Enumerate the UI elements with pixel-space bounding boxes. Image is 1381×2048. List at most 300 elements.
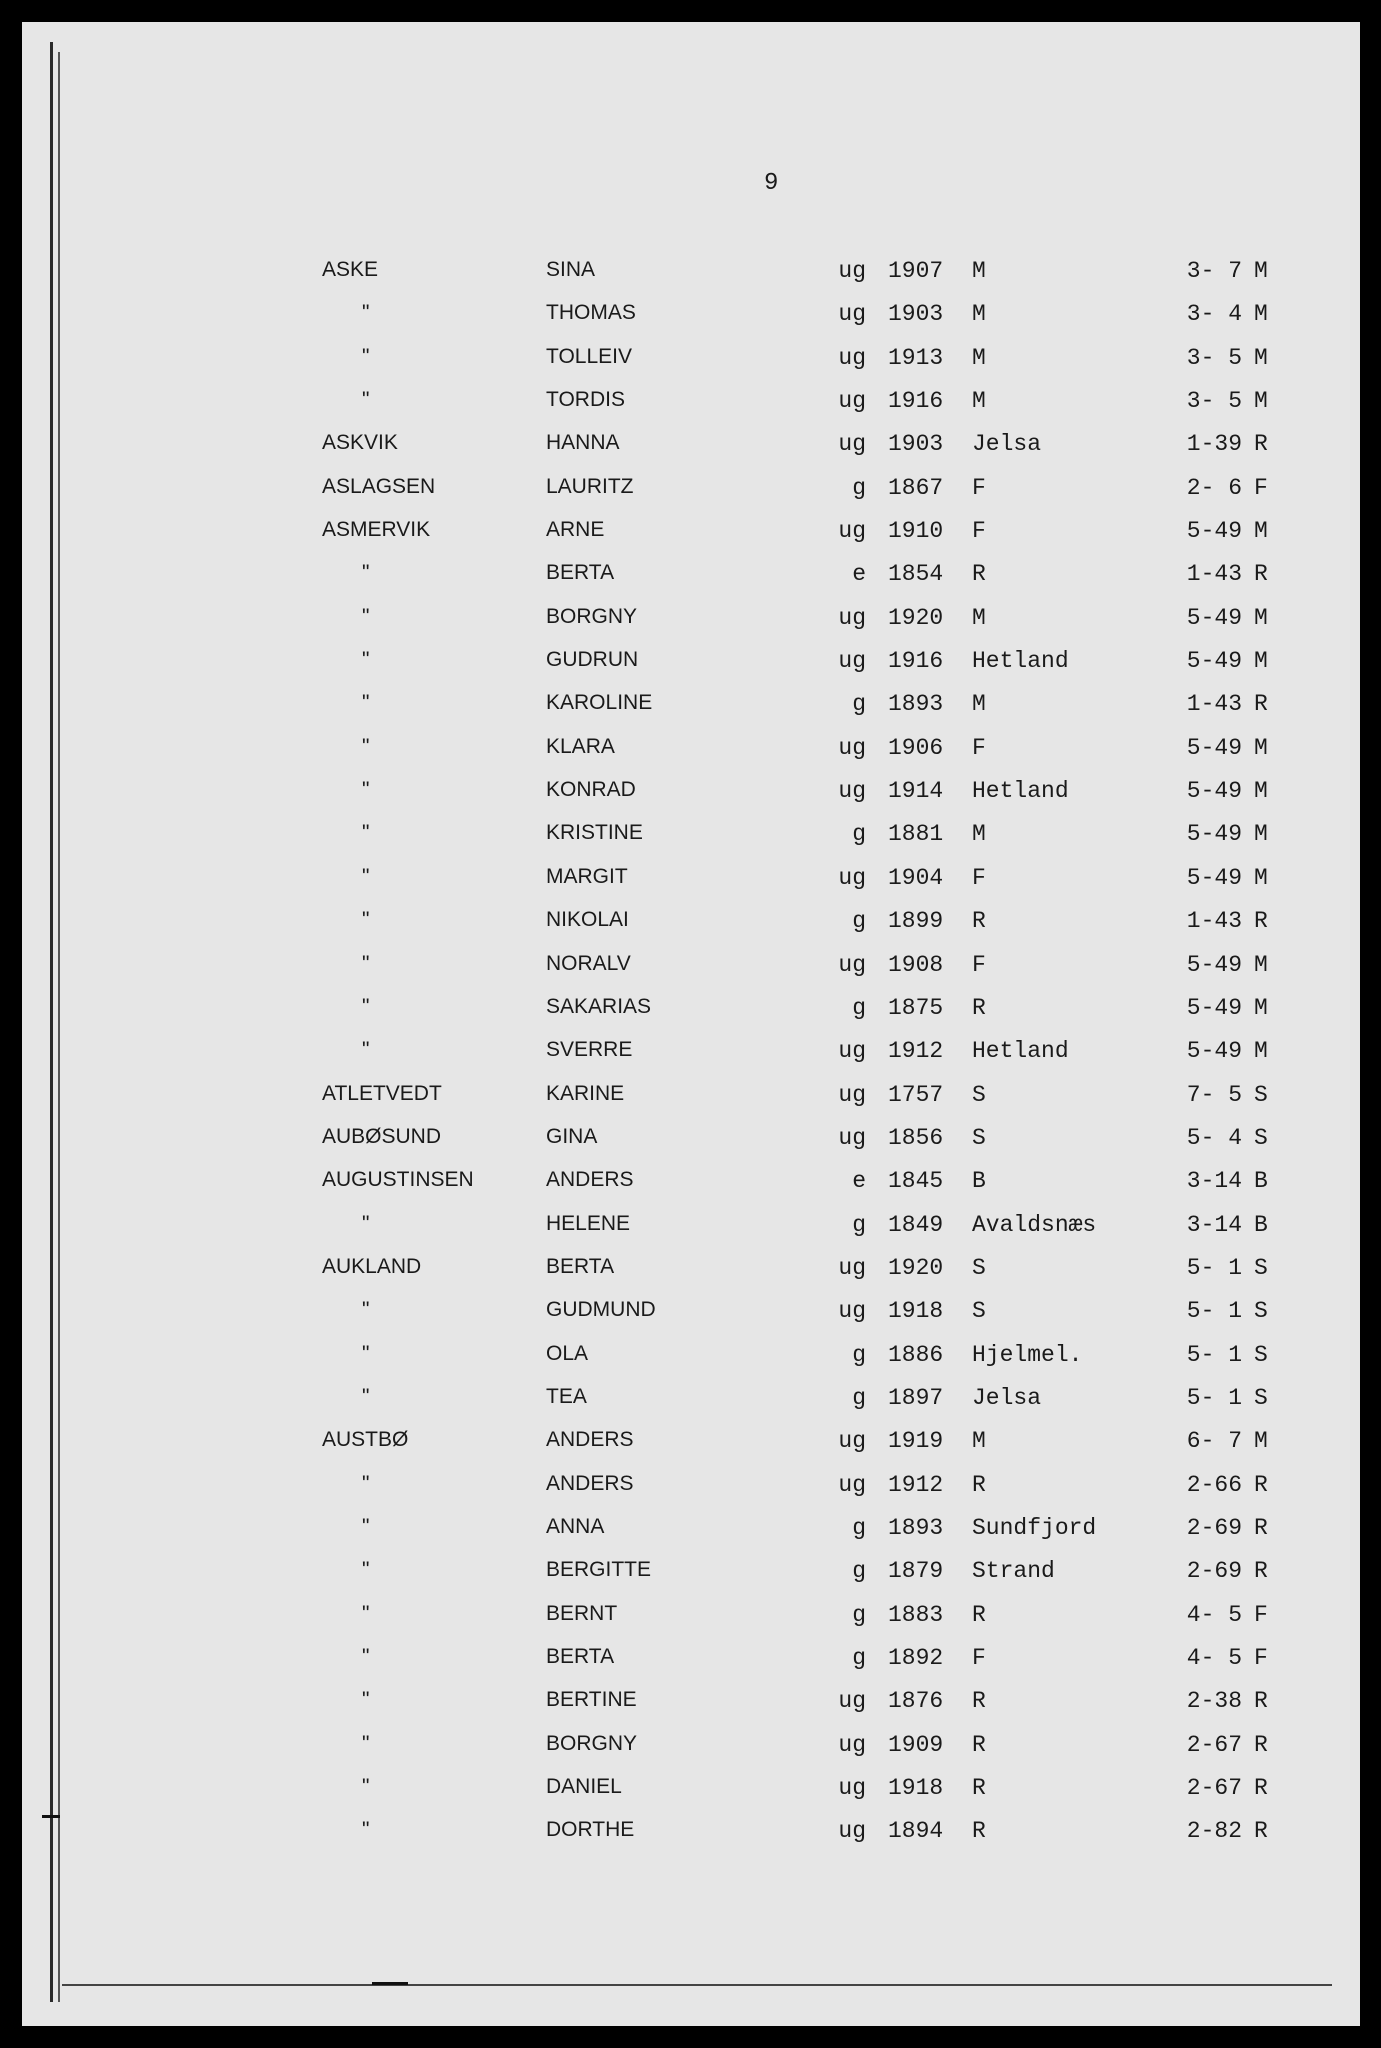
row-status: ug: [838, 951, 866, 978]
row-status: g: [852, 821, 866, 848]
row-year: 1879: [888, 1558, 944, 1585]
row-letter: S: [1254, 1384, 1268, 1411]
row-surname: ": [362, 821, 370, 845]
row-firstname: SVERRE: [546, 1038, 633, 1062]
row-firstname: OLA: [546, 1341, 589, 1365]
row-letter: M: [1254, 518, 1268, 545]
row-place: F: [972, 1645, 986, 1671]
row-status: ug: [838, 1298, 866, 1325]
row-place: M: [972, 821, 986, 848]
row-code: 7- 5: [1186, 1081, 1242, 1108]
row-firstname: ANNA: [546, 1514, 605, 1538]
row-place: R: [972, 1471, 986, 1498]
row-letter: M: [1254, 648, 1268, 675]
row-surname: ": [362, 301, 370, 325]
row-letter: R: [1254, 1818, 1268, 1845]
row-code: 5-49: [1186, 821, 1242, 848]
row-status: g: [852, 1514, 866, 1541]
row-surname: ": [362, 1558, 370, 1582]
row-firstname: LAURITZ: [546, 474, 634, 498]
row-year: 1912: [888, 1038, 944, 1065]
row-letter: B: [1254, 1168, 1268, 1195]
row-letter: M: [1254, 778, 1268, 805]
row-code: 5-49: [1186, 734, 1242, 761]
row-surname: ASKE: [322, 258, 379, 281]
row-letter: R: [1254, 561, 1268, 588]
row-letter: R: [1254, 1731, 1268, 1758]
register-row: [22, 1558, 1360, 1601]
row-firstname: BERTA: [546, 1645, 615, 1668]
row-surname: ": [362, 908, 370, 932]
row-year: 1912: [888, 1471, 944, 1498]
register-row: [22, 345, 1360, 388]
row-surname: ": [362, 734, 370, 758]
row-status: ug: [838, 864, 866, 891]
row-surname: AUGUSTINSEN: [322, 1168, 474, 1192]
row-firstname: BERTA: [546, 1254, 615, 1278]
row-letter: B: [1254, 1211, 1268, 1238]
row-year: 1903: [888, 431, 944, 458]
row-code: 2-38: [1186, 1688, 1242, 1715]
row-code: 5-49: [1186, 1038, 1242, 1065]
row-place: F: [972, 474, 986, 501]
row-place: M: [972, 1428, 986, 1455]
row-surname: ": [362, 778, 370, 802]
row-place: B: [972, 1168, 986, 1195]
row-code: 2- 6: [1186, 474, 1242, 501]
row-place: S: [972, 1081, 986, 1108]
row-code: 5-49: [1186, 648, 1242, 675]
row-surname: ": [362, 344, 370, 368]
row-place: R: [972, 1601, 986, 1628]
row-status: ug: [838, 388, 866, 415]
row-year: 1919: [888, 1428, 944, 1455]
register-row: [22, 1428, 1360, 1471]
row-code: 5-49: [1186, 518, 1242, 545]
row-status: ug: [838, 344, 866, 371]
row-surname: ": [362, 1471, 370, 1495]
row-letter: R: [1254, 908, 1268, 935]
row-year: 1904: [888, 864, 944, 891]
register-row: [22, 1342, 1360, 1385]
register-row: [22, 1082, 1360, 1125]
row-year: 1883: [888, 1601, 944, 1628]
register-row: [22, 1212, 1360, 1255]
register-row: [22, 865, 1360, 908]
row-code: 2-69: [1186, 1514, 1242, 1541]
row-status: ug: [838, 648, 866, 675]
row-year: 1910: [888, 518, 944, 545]
register-row: [22, 778, 1360, 821]
row-letter: S: [1254, 1081, 1268, 1108]
register-row: [22, 1038, 1360, 1081]
row-year: 1906: [888, 734, 944, 761]
register-row: [22, 301, 1360, 344]
row-firstname: SINA: [546, 258, 596, 281]
register-row: [22, 691, 1360, 734]
row-letter: M: [1254, 1428, 1268, 1455]
row-firstname: ANDERS: [546, 1168, 634, 1192]
row-firstname: TORDIS: [546, 388, 625, 412]
row-surname: ": [362, 951, 370, 975]
row-place: F: [972, 734, 986, 761]
row-code: 5- 1: [1186, 1341, 1242, 1368]
row-firstname: BERTINE: [546, 1688, 637, 1712]
row-letter: R: [1254, 1471, 1268, 1498]
row-status: g: [852, 1341, 866, 1368]
row-code: 5- 1: [1186, 1298, 1242, 1325]
row-code: 6- 7: [1186, 1428, 1242, 1455]
row-letter: R: [1254, 691, 1268, 718]
row-code: 3-14: [1186, 1211, 1242, 1238]
row-status: ug: [838, 258, 866, 284]
row-code: 4- 5: [1186, 1645, 1242, 1671]
row-surname: ASKVIK: [322, 431, 398, 455]
row-surname: ": [362, 1645, 370, 1668]
register-row: [22, 1255, 1360, 1298]
row-letter: M: [1254, 301, 1268, 328]
row-firstname: NIKOLAI: [546, 908, 629, 932]
row-firstname: KARINE: [546, 1081, 625, 1105]
row-year: 1893: [888, 691, 944, 718]
row-code: 1-43: [1186, 691, 1242, 718]
row-year: 1918: [888, 1298, 944, 1325]
row-code: 2-69: [1186, 1558, 1242, 1585]
row-code: 1-43: [1186, 908, 1242, 935]
row-firstname: HELENE: [546, 1211, 631, 1235]
row-code: 5- 1: [1186, 1254, 1242, 1281]
row-surname: ": [362, 1341, 370, 1365]
row-place: Jelsa: [972, 431, 1042, 458]
row-status: g: [852, 474, 866, 501]
register-row: [22, 561, 1360, 604]
row-surname: AUSTBØ: [322, 1428, 409, 1452]
row-surname: ": [362, 604, 370, 628]
row-year: 1907: [888, 258, 944, 284]
row-place: M: [972, 691, 986, 718]
row-letter: R: [1254, 1775, 1268, 1802]
row-surname: ": [362, 864, 370, 888]
row-year: 1867: [888, 474, 944, 501]
row-year: 1854: [888, 561, 944, 588]
row-place: R: [972, 908, 986, 935]
row-status: ug: [838, 301, 866, 328]
row-letter: M: [1254, 1038, 1268, 1065]
row-year: 1916: [888, 388, 944, 415]
row-letter: M: [1254, 258, 1268, 284]
row-code: 5-49: [1186, 994, 1242, 1021]
row-year: 1892: [888, 1645, 944, 1671]
row-year: 1856: [888, 1124, 944, 1151]
row-place: R: [972, 994, 986, 1021]
row-surname: ": [362, 1818, 370, 1842]
row-code: 2-67: [1186, 1731, 1242, 1758]
row-firstname: KRISTINE: [546, 821, 643, 845]
row-status: g: [852, 1601, 866, 1628]
row-status: g: [852, 691, 866, 718]
row-place: R: [972, 1731, 986, 1758]
row-status: ug: [838, 1038, 866, 1065]
row-firstname: GINA: [546, 1124, 598, 1148]
row-letter: M: [1254, 388, 1268, 415]
row-place: Sundfjord: [972, 1514, 1097, 1541]
row-letter: F: [1254, 474, 1268, 501]
row-status: g: [852, 1645, 866, 1671]
register-row: [22, 1472, 1360, 1515]
row-place: F: [972, 864, 986, 891]
row-status: ug: [838, 1428, 866, 1455]
row-year: 1916: [888, 648, 944, 675]
row-status: g: [852, 1384, 866, 1411]
row-letter: S: [1254, 1341, 1268, 1368]
row-code: 4- 5: [1186, 1601, 1242, 1628]
row-surname: AUKLAND: [322, 1254, 422, 1278]
row-year: 1886: [888, 1341, 944, 1368]
row-code: 5- 1: [1186, 1384, 1242, 1411]
row-letter: M: [1254, 344, 1268, 371]
row-firstname: MARGIT: [546, 864, 628, 888]
row-firstname: ANDERS: [546, 1471, 634, 1495]
row-status: ug: [838, 1471, 866, 1498]
row-year: 1893: [888, 1514, 944, 1541]
row-surname: ATLETVEDT: [322, 1081, 442, 1105]
row-status: ug: [838, 431, 866, 458]
row-surname: ASMERVIK: [322, 518, 431, 542]
row-letter: R: [1254, 431, 1268, 458]
row-surname: ": [362, 561, 370, 585]
row-code: 5-49: [1186, 778, 1242, 805]
row-code: 5- 4: [1186, 1124, 1242, 1151]
row-code: 1-39: [1186, 431, 1242, 458]
register-row: [22, 995, 1360, 1038]
row-year: 1881: [888, 821, 944, 848]
row-code: 2-67: [1186, 1775, 1242, 1802]
row-place: M: [972, 604, 986, 631]
row-letter: R: [1254, 1514, 1268, 1541]
register-row: [22, 475, 1360, 518]
register-row: [22, 1732, 1360, 1775]
row-firstname: BORGNY: [546, 1731, 638, 1755]
row-firstname: KLARA: [546, 734, 615, 758]
row-status: ug: [838, 1775, 866, 1802]
row-letter: S: [1254, 1124, 1268, 1151]
row-place: R: [972, 1818, 986, 1845]
row-place: R: [972, 1775, 986, 1802]
row-status: g: [852, 1558, 866, 1585]
row-place: Hetland: [972, 648, 1069, 675]
register-row: [22, 1385, 1360, 1428]
row-firstname: KONRAD: [546, 778, 636, 802]
row-firstname: ARNE: [546, 518, 605, 542]
row-status: ug: [838, 1688, 866, 1715]
row-year: 1876: [888, 1688, 944, 1715]
row-surname: ": [362, 1688, 370, 1712]
row-status: g: [852, 908, 866, 935]
row-surname: ": [362, 1601, 370, 1625]
bottom-margin-rule: [62, 1984, 1332, 1986]
row-year: 1920: [888, 1254, 944, 1281]
row-letter: M: [1254, 951, 1268, 978]
row-firstname: DORTHE: [546, 1818, 635, 1842]
row-year: 1897: [888, 1384, 944, 1411]
row-code: 2-66: [1186, 1471, 1242, 1498]
row-year: 1913: [888, 344, 944, 371]
row-place: Strand: [972, 1558, 1055, 1585]
row-status: ug: [838, 734, 866, 761]
row-place: Hetland: [972, 1038, 1069, 1065]
bottom-tick-mark: [372, 1982, 408, 1985]
register-row: [22, 1168, 1360, 1211]
row-letter: M: [1254, 734, 1268, 761]
row-letter: R: [1254, 1688, 1268, 1715]
row-status: g: [852, 994, 866, 1021]
row-status: e: [852, 1168, 866, 1195]
row-year: 1903: [888, 301, 944, 328]
register-list: [22, 258, 1360, 1862]
row-status: ug: [838, 1081, 866, 1108]
row-place: M: [972, 344, 986, 371]
row-place: M: [972, 301, 986, 328]
row-surname: ": [362, 1731, 370, 1755]
row-firstname: NORALV: [546, 951, 631, 975]
row-year: 1909: [888, 1731, 944, 1758]
row-status: ug: [838, 1254, 866, 1281]
row-firstname: ANDERS: [546, 1428, 634, 1452]
row-surname: AUBØSUND: [322, 1124, 442, 1148]
register-row: [22, 1515, 1360, 1558]
row-status: e: [852, 561, 866, 588]
row-letter: M: [1254, 604, 1268, 631]
register-row: [22, 258, 1360, 301]
row-year: 1920: [888, 604, 944, 631]
row-surname: ": [362, 1775, 370, 1799]
row-status: g: [852, 1211, 866, 1238]
row-firstname: KAROLINE: [546, 691, 653, 715]
row-place: M: [972, 388, 986, 415]
document-page: [22, 22, 1360, 2026]
page-number: 9: [764, 170, 779, 197]
register-row: [22, 388, 1360, 431]
row-surname: ": [362, 1298, 370, 1322]
row-place: F: [972, 951, 986, 978]
row-letter: F: [1254, 1601, 1268, 1628]
row-surname: ": [362, 691, 370, 715]
row-firstname: THOMAS: [546, 301, 636, 325]
row-status: ug: [838, 604, 866, 631]
row-code: 3- 7: [1186, 258, 1242, 284]
row-surname: ": [362, 388, 370, 412]
row-firstname: TOLLEIV: [546, 344, 632, 368]
register-row: [22, 1298, 1360, 1341]
register-row: [22, 605, 1360, 648]
row-code: 2-82: [1186, 1818, 1242, 1845]
row-firstname: BERGITTE: [546, 1558, 652, 1582]
row-place: Avaldsnæs: [972, 1211, 1097, 1238]
row-surname: ASLAGSEN: [322, 474, 436, 498]
row-letter: M: [1254, 821, 1268, 848]
register-row: [22, 735, 1360, 778]
row-status: ug: [838, 1124, 866, 1151]
row-place: R: [972, 561, 986, 588]
row-firstname: TEA: [546, 1384, 587, 1408]
row-firstname: BORGNY: [546, 604, 638, 628]
row-letter: R: [1254, 1558, 1268, 1585]
row-year: 1908: [888, 951, 944, 978]
row-place: Hjelmel.: [972, 1341, 1083, 1368]
row-letter: M: [1254, 994, 1268, 1021]
row-year: 1875: [888, 994, 944, 1021]
row-firstname: DANIEL: [546, 1775, 622, 1799]
row-surname: ": [362, 1211, 370, 1235]
row-firstname: BERNT: [546, 1601, 618, 1625]
row-place: Hetland: [972, 778, 1069, 805]
row-year: 1918: [888, 1775, 944, 1802]
row-code: 5-49: [1186, 951, 1242, 978]
row-place: R: [972, 1688, 986, 1715]
row-year: 1845: [888, 1168, 944, 1195]
row-status: ug: [838, 1731, 866, 1758]
register-row: [22, 431, 1360, 474]
row-code: 3- 4: [1186, 301, 1242, 328]
row-letter: S: [1254, 1298, 1268, 1325]
row-code: 3- 5: [1186, 388, 1242, 415]
register-row: [22, 518, 1360, 561]
row-status: ug: [838, 1818, 866, 1845]
row-code: 1-43: [1186, 561, 1242, 588]
row-status: ug: [838, 778, 866, 805]
row-code: 5-49: [1186, 864, 1242, 891]
register-row: [22, 821, 1360, 864]
row-year: 1849: [888, 1211, 944, 1238]
row-code: 5-49: [1186, 604, 1242, 631]
row-firstname: GUDRUN: [546, 648, 639, 672]
row-letter: S: [1254, 1254, 1268, 1281]
register-row: [22, 1818, 1360, 1861]
register-row: [22, 1602, 1360, 1645]
register-row: [22, 908, 1360, 951]
register-row: [22, 1775, 1360, 1818]
row-place: S: [972, 1124, 986, 1151]
row-surname: ": [362, 648, 370, 672]
register-row: [22, 1688, 1360, 1731]
row-status: ug: [838, 518, 866, 545]
row-firstname: BERTA: [546, 561, 615, 585]
row-place: S: [972, 1298, 986, 1325]
register-row: [22, 648, 1360, 691]
row-year: 1899: [888, 908, 944, 935]
row-year: 1914: [888, 778, 944, 805]
register-row: [22, 1645, 1360, 1688]
row-surname: ": [362, 1384, 370, 1408]
row-surname: ": [362, 1038, 370, 1062]
row-firstname: GUDMUND: [546, 1298, 656, 1322]
row-code: 3-14: [1186, 1168, 1242, 1195]
row-place: Jelsa: [972, 1384, 1042, 1411]
row-letter: M: [1254, 864, 1268, 891]
row-surname: ": [362, 1514, 370, 1538]
row-code: 3- 5: [1186, 344, 1242, 371]
row-year: 1894: [888, 1818, 944, 1845]
row-place: F: [972, 518, 986, 545]
row-firstname: SAKARIAS: [546, 994, 652, 1018]
register-row: [22, 1125, 1360, 1168]
row-place: S: [972, 1254, 986, 1281]
row-year: 1757: [888, 1081, 944, 1108]
row-firstname: HANNA: [546, 431, 620, 455]
register-row: [22, 952, 1360, 995]
row-letter: F: [1254, 1645, 1268, 1671]
row-surname: ": [362, 994, 370, 1018]
